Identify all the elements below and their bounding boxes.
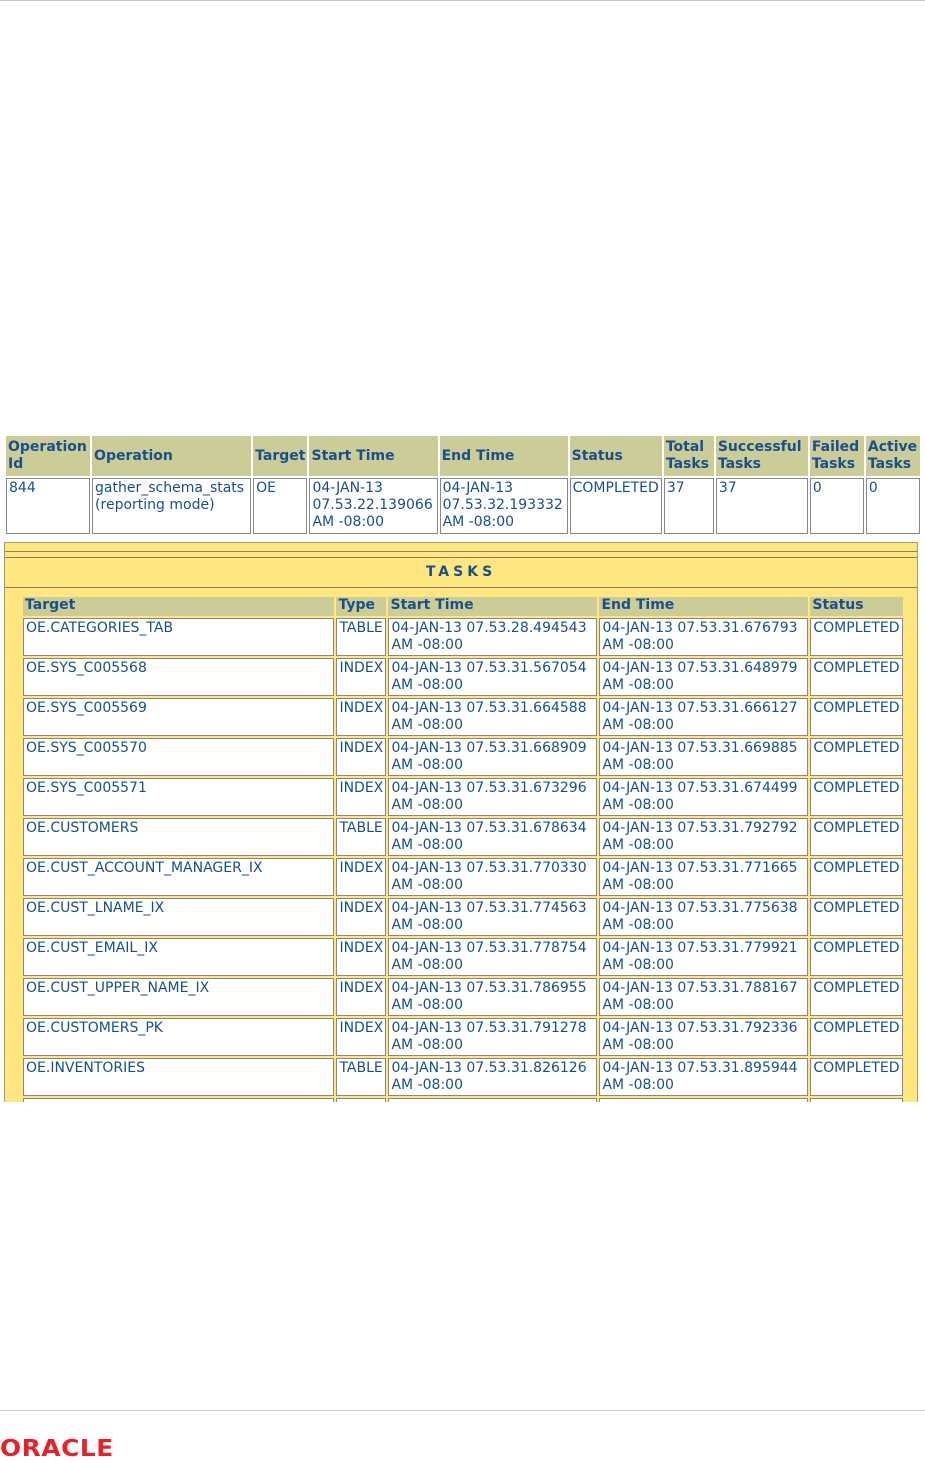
task-end-cell: 04-JAN-13 07.53.31.775638 AM -08:00	[599, 898, 808, 936]
col-failed-tasks: Failed Tasks	[810, 436, 864, 476]
task-start-cell: 04-JAN-13 07.53.31.673296 AM -08:00	[388, 778, 597, 816]
task-type-cell: INDEX	[336, 938, 386, 976]
task-end-cell: 04-JAN-13 07.53.31.771665 AM -08:00	[599, 858, 808, 896]
summary-header-row	[6, 436, 920, 476]
table-row	[23, 658, 903, 696]
task-status-cell: COMPLETED	[810, 858, 903, 896]
tasks-col-type: Type	[336, 597, 386, 616]
task-target-cell: OE.CUSTOMERS_PK	[23, 1018, 334, 1056]
top-rule	[0, 0, 925, 1]
col-start-time: Start Time	[309, 436, 437, 476]
task-status-cell: COMPLETED	[810, 1018, 903, 1056]
task-type-cell: INDEX	[336, 658, 386, 696]
task-type-cell: TABLE	[336, 618, 386, 656]
task-end-cell: 04-JAN-13 07.53.31.666127 AM -08:00	[599, 698, 808, 736]
task-start-cell	[388, 1098, 597, 1102]
task-start-cell: 04-JAN-13 07.53.31.770330 AM -08:00	[388, 858, 597, 896]
table-row	[23, 778, 903, 816]
table-row	[23, 858, 903, 896]
task-end-cell: 04-JAN-13 07.53.31.648979 AM -08:00	[599, 658, 808, 696]
cell-total-tasks: 37	[664, 478, 714, 534]
table-row	[23, 738, 903, 776]
task-end-cell	[599, 1098, 808, 1102]
task-start-cell: 04-JAN-13 07.53.28.494543 AM -08:00	[388, 618, 597, 656]
task-end-cell: 04-JAN-13 07.53.31.674499 AM -08:00	[599, 778, 808, 816]
task-status-cell: COMPLETED	[810, 698, 903, 736]
table-row	[23, 698, 903, 736]
task-status-cell: COMPLETED	[810, 658, 903, 696]
task-status-cell: COMPLETED	[810, 818, 903, 856]
task-target-cell: OE.CATEGORIES_TAB	[23, 618, 334, 656]
cell-active-tasks: 0	[866, 478, 920, 534]
tasks-col-target: Target	[23, 597, 334, 616]
cell-operation-id: 844	[6, 478, 90, 534]
task-type-cell	[336, 1098, 386, 1102]
cell-start-time: 04-JAN-13 07.53.22.139066 AM -08:00	[309, 478, 437, 534]
task-type-cell: INDEX	[336, 698, 386, 736]
task-target-cell: OE.SYS_C005570	[23, 738, 334, 776]
task-status-cell: COMPLETED	[810, 938, 903, 976]
task-target-cell: OE.CUSTOMERS	[23, 818, 334, 856]
task-status-cell	[810, 1098, 903, 1102]
cell-failed-tasks: 0	[810, 478, 864, 534]
task-end-cell: 04-JAN-13 07.53.31.895944 AM -08:00	[599, 1058, 808, 1096]
table-row	[23, 1058, 903, 1096]
task-target-cell	[23, 1098, 334, 1102]
task-status-cell: COMPLETED	[810, 1058, 903, 1096]
task-target-cell: OE.SYS_C005571	[23, 778, 334, 816]
table-row	[23, 938, 903, 976]
cell-successful-tasks: 37	[716, 478, 808, 534]
stats-report	[4, 434, 922, 1102]
task-start-cell: 04-JAN-13 07.53.31.668909 AM -08:00	[388, 738, 597, 776]
task-type-cell: INDEX	[336, 978, 386, 1016]
tasks-divider-top-2	[5, 557, 917, 558]
task-start-cell: 04-JAN-13 07.53.31.567054 AM -08:00	[388, 658, 597, 696]
task-type-cell: TABLE	[336, 818, 386, 856]
col-end-time: End Time	[440, 436, 568, 476]
task-target-cell: OE.CUST_LNAME_IX	[23, 898, 334, 936]
task-type-cell: TABLE	[336, 1058, 386, 1096]
task-start-cell: 04-JAN-13 07.53.31.826126 AM -08:00	[388, 1058, 597, 1096]
task-status-cell: COMPLETED	[810, 738, 903, 776]
task-end-cell: 04-JAN-13 07.53.31.669885 AM -08:00	[599, 738, 808, 776]
cell-operation: gather_schema_stats (reporting mode)	[92, 478, 251, 534]
col-total-tasks: Total Tasks	[664, 436, 714, 476]
task-end-cell: 04-JAN-13 07.53.31.779921 AM -08:00	[599, 938, 808, 976]
col-operation-id: Operation Id	[6, 436, 90, 476]
tasks-col-end-time: End Time	[599, 597, 808, 616]
tasks-divider-top	[5, 551, 917, 552]
task-target-cell: OE.SYS_C005568	[23, 658, 334, 696]
task-start-cell: 04-JAN-13 07.53.31.774563 AM -08:00	[388, 898, 597, 936]
task-start-cell: 04-JAN-13 07.53.31.786955 AM -08:00	[388, 978, 597, 1016]
task-end-cell: 04-JAN-13 07.53.31.676793 AM -08:00	[599, 618, 808, 656]
bottom-rule	[0, 1410, 925, 1411]
oracle-logo: ORACLE	[0, 1436, 114, 1462]
col-active-tasks: Active Tasks	[866, 436, 920, 476]
table-row	[23, 1098, 903, 1102]
cell-status: COMPLETED	[570, 478, 662, 534]
task-status-cell: COMPLETED	[810, 978, 903, 1016]
summary-row	[6, 478, 920, 534]
task-type-cell: INDEX	[336, 1018, 386, 1056]
task-start-cell: 04-JAN-13 07.53.31.778754 AM -08:00	[388, 938, 597, 976]
task-start-cell: 04-JAN-13 07.53.31.664588 AM -08:00	[388, 698, 597, 736]
task-target-cell: OE.CUST_EMAIL_IX	[23, 938, 334, 976]
cell-end-time: 04-JAN-13 07.53.32.193332 AM -08:00	[440, 478, 568, 534]
task-target-cell: OE.INVENTORIES	[23, 1058, 334, 1096]
tasks-body	[23, 618, 903, 1102]
task-target-cell: OE.CUST_UPPER_NAME_IX	[23, 978, 334, 1016]
tasks-title: TASKS	[425, 564, 497, 580]
tasks-table	[21, 595, 905, 1102]
col-target: Target	[253, 436, 307, 476]
table-row	[23, 818, 903, 856]
operation-summary-table	[4, 434, 922, 536]
task-end-cell: 04-JAN-13 07.53.31.792336 AM -08:00	[599, 1018, 808, 1056]
task-end-cell: 04-JAN-13 07.53.31.792792 AM -08:00	[599, 818, 808, 856]
tasks-col-status: Status	[810, 597, 903, 616]
tasks-divider-bottom	[5, 587, 917, 588]
col-successful-tasks: Successful Tasks	[716, 436, 808, 476]
task-start-cell: 04-JAN-13 07.53.31.678634 AM -08:00	[388, 818, 597, 856]
tasks-col-start-time: Start Time	[388, 597, 597, 616]
task-status-cell: COMPLETED	[810, 898, 903, 936]
cell-target: OE	[253, 478, 307, 534]
task-status-cell: COMPLETED	[810, 618, 903, 656]
tasks-header-row	[23, 597, 903, 616]
task-status-cell: COMPLETED	[810, 778, 903, 816]
table-row	[23, 618, 903, 656]
task-target-cell: OE.CUST_ACCOUNT_MANAGER_IX	[23, 858, 334, 896]
task-start-cell: 04-JAN-13 07.53.31.791278 AM -08:00	[388, 1018, 597, 1056]
task-type-cell: INDEX	[336, 858, 386, 896]
task-type-cell: INDEX	[336, 738, 386, 776]
task-type-cell: INDEX	[336, 898, 386, 936]
task-target-cell: OE.SYS_C005569	[23, 698, 334, 736]
table-row	[23, 978, 903, 1016]
col-operation: Operation	[92, 436, 251, 476]
task-end-cell: 04-JAN-13 07.53.31.788167 AM -08:00	[599, 978, 808, 1016]
table-row	[23, 1018, 903, 1056]
table-row	[23, 898, 903, 936]
col-status: Status	[570, 436, 662, 476]
tasks-panel	[4, 542, 918, 1102]
task-type-cell: INDEX	[336, 778, 386, 816]
